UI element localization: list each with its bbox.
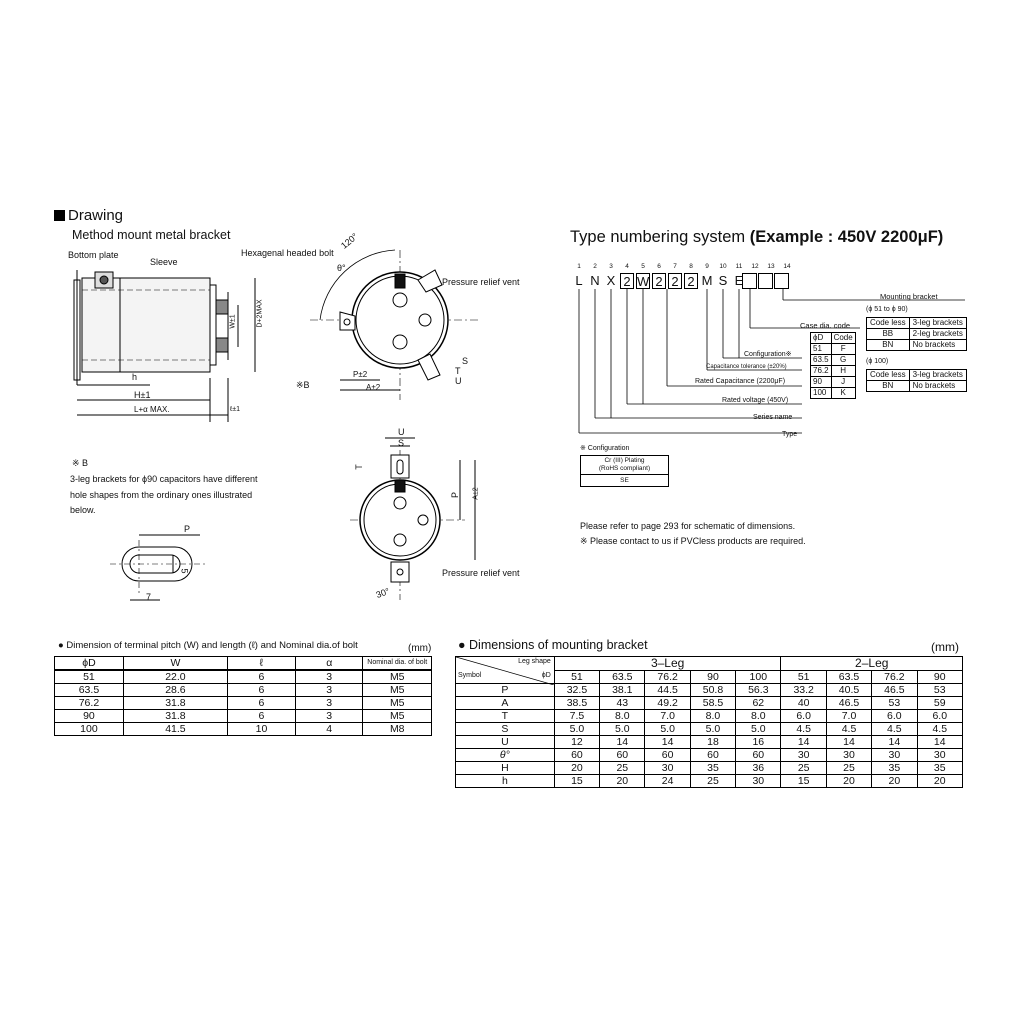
- table-cell: 35: [917, 762, 962, 775]
- type-char: S: [718, 273, 728, 288]
- s2-label: S: [398, 438, 405, 448]
- type-char: 2: [652, 273, 666, 289]
- drawing-heading: [54, 207, 123, 224]
- table-cell: 30: [781, 749, 826, 762]
- table-cell: 44.5: [645, 684, 690, 697]
- table-cell: 58.5: [690, 697, 735, 710]
- table-cell: 51: [55, 670, 124, 684]
- table-cell: 30: [645, 762, 690, 775]
- table-row: [867, 381, 967, 392]
- table-row: [456, 775, 963, 788]
- table-row: [55, 697, 432, 710]
- table-cell: BN: [867, 381, 910, 392]
- table-row: [867, 318, 967, 329]
- table-row: [867, 340, 967, 351]
- table-cell: 8.0: [690, 710, 735, 723]
- bracket-code-table-2: [866, 369, 967, 392]
- table-cell: 3: [295, 697, 362, 710]
- table-cell: 38.1: [600, 684, 645, 697]
- case-dia-table: [810, 332, 856, 399]
- table-cell: 8.0: [600, 710, 645, 723]
- table-cell: 6: [227, 684, 295, 697]
- table-cell: 7.5: [554, 710, 599, 723]
- t-label: T: [455, 366, 461, 376]
- table-cell: 56.3: [736, 684, 781, 697]
- table-row: [456, 736, 963, 749]
- table-cell: 10: [227, 723, 295, 736]
- table-cell: 35: [690, 762, 735, 775]
- position-number: 7: [673, 263, 677, 270]
- table-header-cell: Nominal dia. of bolt: [363, 657, 432, 671]
- table-cell: 25: [781, 762, 826, 775]
- table-cell: 22.0: [123, 670, 227, 684]
- table-row: [456, 697, 963, 710]
- table-header-cell: α: [295, 657, 362, 671]
- table-row: [811, 377, 856, 388]
- note-page-reference: Please refer to page 293 for schematic of dimensions.: [580, 521, 796, 531]
- table-corner-cell: [456, 657, 555, 684]
- table-cell: 60: [600, 749, 645, 762]
- type-char-blank: [774, 273, 789, 289]
- note-b-title: ※ B: [72, 458, 89, 468]
- position-number: 4: [625, 263, 629, 270]
- table-cell: M5: [363, 684, 432, 697]
- table-cell: 5.0: [600, 723, 645, 736]
- table-cell: 43: [600, 697, 645, 710]
- table-cell: M8: [363, 723, 432, 736]
- table-cell: 7.0: [645, 710, 690, 723]
- table-cell: 20: [826, 775, 871, 788]
- terminal-table-title-text: Dimension of terminal pitch (W) and length (ℓ) and Nominal dia.of bolt: [66, 640, 358, 651]
- bracket-table: [455, 656, 963, 788]
- w-tol-label: W±1: [229, 314, 237, 329]
- table-cell: 28.6: [123, 684, 227, 697]
- table-cell: 59: [917, 697, 962, 710]
- table-cell: 5.0: [645, 723, 690, 736]
- configuration-plating: [581, 456, 668, 475]
- table-cell: 14: [872, 736, 917, 749]
- table-cell: 40: [781, 697, 826, 710]
- symbol-cell: θ°: [456, 749, 555, 762]
- pressure-vent-label-1: Pressure relief vent: [442, 277, 520, 287]
- table-cell: 4.5: [872, 723, 917, 736]
- table-row: [55, 684, 432, 697]
- table-cell: 50.8: [690, 684, 735, 697]
- table-cell: 31.8: [123, 697, 227, 710]
- table-cell: 20: [872, 775, 917, 788]
- diameter-header: 63.5: [826, 670, 871, 684]
- table-cell: 4.5: [917, 723, 962, 736]
- table-cell: K: [831, 388, 855, 399]
- table-cell: 6.0: [781, 710, 826, 723]
- configuration-plating-line: Cr (III) Plating: [604, 457, 645, 464]
- l-max-label: L+α MAX.: [134, 405, 170, 414]
- table-cell: 5.0: [736, 723, 781, 736]
- table-cell: 16: [736, 736, 781, 749]
- case-dia-code-label: Case dia. code: [800, 321, 851, 330]
- diameter-header: 51: [781, 670, 826, 684]
- table-cell: 100: [55, 723, 124, 736]
- corner-symbol: Symbol: [458, 672, 482, 679]
- capacitor-front-view-2leg: [345, 430, 505, 605]
- table-cell: 20: [917, 775, 962, 788]
- table-cell: 53: [917, 684, 962, 697]
- position-number: 2: [593, 263, 597, 270]
- diameter-header: 90: [690, 670, 735, 684]
- t2-label: T: [353, 464, 364, 470]
- table-cell: M5: [363, 670, 432, 684]
- corner-phi-d: ϕD: [541, 672, 551, 679]
- pressure-vent-label-2: Pressure relief vent: [442, 568, 520, 578]
- range1-label: (ϕ 51 to ϕ 90): [866, 306, 908, 313]
- type-char: M: [701, 273, 713, 288]
- configuration-plating-line: (RoHS compliant): [598, 465, 651, 472]
- type-char-blank: [758, 273, 773, 289]
- bracket-hole-detail: [110, 525, 210, 610]
- table-cell: 31.8: [123, 710, 227, 723]
- theta-label: θ°: [337, 263, 346, 273]
- table-cell: 2-leg brackets: [909, 329, 966, 340]
- type-char-blank: [742, 273, 757, 289]
- capacitor-side-view: [60, 250, 260, 425]
- group-3-leg: 3–Leg: [554, 657, 781, 671]
- terminal-table: [54, 656, 432, 736]
- position-number: 8: [689, 263, 693, 270]
- position-number: 10: [719, 263, 727, 270]
- group-2-leg: 2–Leg: [781, 657, 963, 671]
- table-cell: J: [831, 377, 855, 388]
- table-cell: 76.2: [811, 366, 832, 377]
- table-header-row: [55, 657, 432, 671]
- type-char: X: [606, 273, 616, 288]
- type-char: L: [575, 273, 583, 288]
- table-cell: 30: [917, 749, 962, 762]
- table-cell: G: [831, 355, 855, 366]
- p2-label: P: [450, 491, 461, 499]
- table-cell: 12: [554, 736, 599, 749]
- table-cell: 100: [811, 388, 832, 399]
- h-label: h: [132, 372, 138, 382]
- symbol-cell: P: [456, 684, 555, 697]
- table-cell: 6.0: [917, 710, 962, 723]
- note-b-line: below.: [70, 505, 96, 515]
- position-number: 11: [735, 263, 743, 270]
- table-cell: M5: [363, 710, 432, 723]
- bracket-table-title-text: Dimensions of mounting bracket: [469, 638, 648, 652]
- mounting-bracket-label: Mounting bracket: [880, 292, 938, 301]
- table-cell: 62: [736, 697, 781, 710]
- table-cell: 35: [872, 762, 917, 775]
- table-cell: 36: [736, 762, 781, 775]
- symbol-cell: U: [456, 736, 555, 749]
- table-cell: 32.5: [554, 684, 599, 697]
- symbol-cell: H: [456, 762, 555, 775]
- table-cell: 3-leg brackets: [909, 370, 966, 381]
- table-cell: 40.5: [826, 684, 871, 697]
- table-cell: 6: [227, 670, 295, 684]
- type-char: N: [590, 273, 600, 288]
- table-cell: 6: [227, 697, 295, 710]
- table-cell: 15: [781, 775, 826, 788]
- table-row: [456, 684, 963, 697]
- table-cell: 49.2: [645, 697, 690, 710]
- table-cell: 14: [600, 736, 645, 749]
- table-cell: M5: [363, 697, 432, 710]
- five-label: 5: [179, 568, 190, 574]
- type-char: 2: [620, 273, 634, 289]
- table-cell: 38.5: [554, 697, 599, 710]
- table-cell: 63.5: [811, 355, 832, 366]
- table-cell: 25: [826, 762, 871, 775]
- seven-label: 7: [146, 592, 152, 602]
- p3-label: P: [184, 524, 191, 534]
- table-cell: 3: [295, 710, 362, 723]
- table-cell: 5.0: [690, 723, 735, 736]
- symbol-cell: h: [456, 775, 555, 788]
- type-char: 2: [684, 273, 698, 289]
- table-row: [811, 366, 856, 377]
- table-cell: BN: [867, 340, 910, 351]
- d-max-label: D+2MAX: [256, 299, 264, 328]
- table-cell: 46.5: [872, 684, 917, 697]
- table-cell: 3: [295, 684, 362, 697]
- table-header-cell: ℓ: [227, 657, 295, 671]
- capacitor-front-view: [300, 230, 480, 405]
- table-cell: 3: [295, 670, 362, 684]
- symbol-cell: S: [456, 723, 555, 736]
- position-number: 1: [577, 263, 581, 270]
- note-b-line: 3-leg brackets for ϕ90 capacitors have different: [70, 474, 258, 484]
- table-cell: 20: [554, 762, 599, 775]
- rated-capacitance-label: Rated Capacitance (2200μF): [695, 378, 786, 385]
- sleeve-label: Sleeve: [150, 257, 178, 267]
- configuration-code: SE: [620, 477, 629, 484]
- table-cell: 53: [872, 697, 917, 710]
- table-row: [55, 723, 432, 736]
- table-cell: 8.0: [736, 710, 781, 723]
- table-row: [811, 388, 856, 399]
- table-row: [55, 670, 432, 684]
- table-cell: 14: [917, 736, 962, 749]
- position-number: 9: [705, 263, 709, 270]
- note-pvcless: ※ Please contact to us if PVCless products are required.: [580, 536, 806, 546]
- position-number: 12: [751, 263, 759, 270]
- rated-voltage-label: Rated voltage (450V): [722, 397, 789, 404]
- type-title-main: Type numbering system: [570, 228, 746, 246]
- a-tol-label: A±2: [366, 383, 381, 392]
- table-cell: 90: [55, 710, 124, 723]
- configuration-box: [580, 455, 669, 487]
- table-row: [456, 762, 963, 775]
- diameter-header: 100: [736, 670, 781, 684]
- table-cell: 63.5: [55, 684, 124, 697]
- bullet-square-icon: [54, 210, 65, 221]
- type-char: W: [637, 274, 650, 289]
- table-cell: 76.2: [55, 697, 124, 710]
- table-cell: 51: [811, 344, 832, 355]
- bottom-plate-label: Bottom plate: [68, 250, 119, 260]
- table-cell: Code less: [867, 318, 910, 329]
- table-cell: 7.0: [826, 710, 871, 723]
- bracket-code-table-1: [866, 317, 967, 351]
- table-cell: 60: [554, 749, 599, 762]
- type-char: E: [734, 273, 744, 288]
- table-cell: 20: [600, 775, 645, 788]
- table-header-cell: ϕD: [55, 657, 124, 671]
- table-header-row: [456, 657, 963, 671]
- table-cell: 46.5: [826, 697, 871, 710]
- position-number: 5: [641, 263, 645, 270]
- diameter-header: 51: [554, 670, 599, 684]
- position-number: 14: [783, 263, 791, 270]
- table-cell: 24: [645, 775, 690, 788]
- angle-120-label: 120°: [338, 231, 360, 251]
- diameter-header: 76.2: [872, 670, 917, 684]
- configuration-label: Configuration※: [744, 351, 792, 358]
- table-cell: 18: [690, 736, 735, 749]
- u-label: U: [455, 376, 462, 386]
- table-cell: 33.2: [781, 684, 826, 697]
- position-number: 13: [767, 263, 775, 270]
- table-row: [811, 355, 856, 366]
- diameter-header: 63.5: [600, 670, 645, 684]
- hex-bolt-label: Hexagenal headed bolt: [241, 248, 334, 258]
- table-cell: 30: [736, 775, 781, 788]
- diameter-header: 90: [917, 670, 962, 684]
- l-tol-label: ℓ±1: [230, 406, 240, 413]
- note-b-line: hole shapes from the ordinary ones illustrated: [70, 489, 253, 500]
- u2-label: U: [398, 427, 405, 437]
- table-row: [811, 344, 856, 355]
- table-cell: F: [831, 344, 855, 355]
- position-number: 6: [657, 263, 661, 270]
- table-cell: 6: [227, 710, 295, 723]
- table-cell: Code less: [867, 370, 910, 381]
- table-row: [867, 370, 967, 381]
- angle-30-label: 30°: [374, 585, 391, 601]
- table-header-cell: Code: [831, 333, 855, 344]
- table-row: [456, 723, 963, 736]
- table-cell: 14: [781, 736, 826, 749]
- table-cell: BB: [867, 329, 910, 340]
- symbol-cell: A: [456, 697, 555, 710]
- series-name-label: Series name: [753, 414, 793, 421]
- s-label: S: [462, 356, 469, 366]
- table-row: [867, 329, 967, 340]
- table-row: [55, 710, 432, 723]
- table-cell: 4: [295, 723, 362, 736]
- table-cell: 25: [600, 762, 645, 775]
- p-tol-label: P±2: [353, 370, 368, 379]
- table-cell: 6.0: [872, 710, 917, 723]
- h-tol-label: H±1: [134, 390, 151, 400]
- table-cell: 90: [811, 377, 832, 388]
- terminal-table-title: ● Dimension of terminal pitch (W) and length (ℓ) and Nominal dia.of bolt: [58, 640, 358, 651]
- type-label: Type: [782, 431, 798, 438]
- type-char: 2: [668, 273, 682, 289]
- table-cell: 41.5: [123, 723, 227, 736]
- table-cell: 25: [690, 775, 735, 788]
- table-cell: 4.5: [826, 723, 871, 736]
- diameter-header: 76.2: [645, 670, 690, 684]
- table-header-cell: W: [123, 657, 227, 671]
- table-cell: 5.0: [554, 723, 599, 736]
- bracket-table-title: ● Dimensions of mounting bracket: [458, 638, 648, 652]
- type-title-example: (Example : 450V 2200μF): [749, 228, 944, 246]
- table-cell: 30: [872, 749, 917, 762]
- table-cell: H: [831, 366, 855, 377]
- table-cell: 60: [690, 749, 735, 762]
- corner-leg-shape: Leg shape: [518, 658, 551, 665]
- table-cell: 15: [554, 775, 599, 788]
- a2-label: A±2: [472, 487, 480, 500]
- type-numbering-title: [570, 228, 943, 247]
- drawing-heading-text: Drawing: [68, 207, 124, 224]
- table-row: [456, 749, 963, 762]
- table-header-cell: ϕD: [811, 333, 832, 344]
- bracket-table-unit: (mm): [931, 640, 959, 654]
- position-number: 3: [609, 263, 613, 270]
- terminal-table-unit: (mm): [408, 643, 432, 654]
- table-cell: 14: [826, 736, 871, 749]
- table-cell: 4.5: [781, 723, 826, 736]
- note-b-label: ※B: [296, 380, 310, 390]
- table-cell: 30: [826, 749, 871, 762]
- range2-label: (ϕ 100): [866, 358, 889, 365]
- symbol-cell: T: [456, 710, 555, 723]
- table-cell: 60: [645, 749, 690, 762]
- drawing-subheading: Method mount metal bracket: [72, 228, 231, 242]
- table-cell: 14: [645, 736, 690, 749]
- capacitance-tolerance-label: Capacitance tolerance (±20%): [706, 364, 787, 370]
- table-row: [456, 710, 963, 723]
- configuration-title: ※ Configuration: [580, 445, 630, 452]
- table-cell: 3-leg brackets: [909, 318, 966, 329]
- table-cell: No brackets: [909, 340, 966, 351]
- note-b-text: [70, 472, 257, 519]
- table-header-row: [811, 333, 856, 344]
- table-cell: 60: [736, 749, 781, 762]
- table-cell: No brackets: [909, 381, 966, 392]
